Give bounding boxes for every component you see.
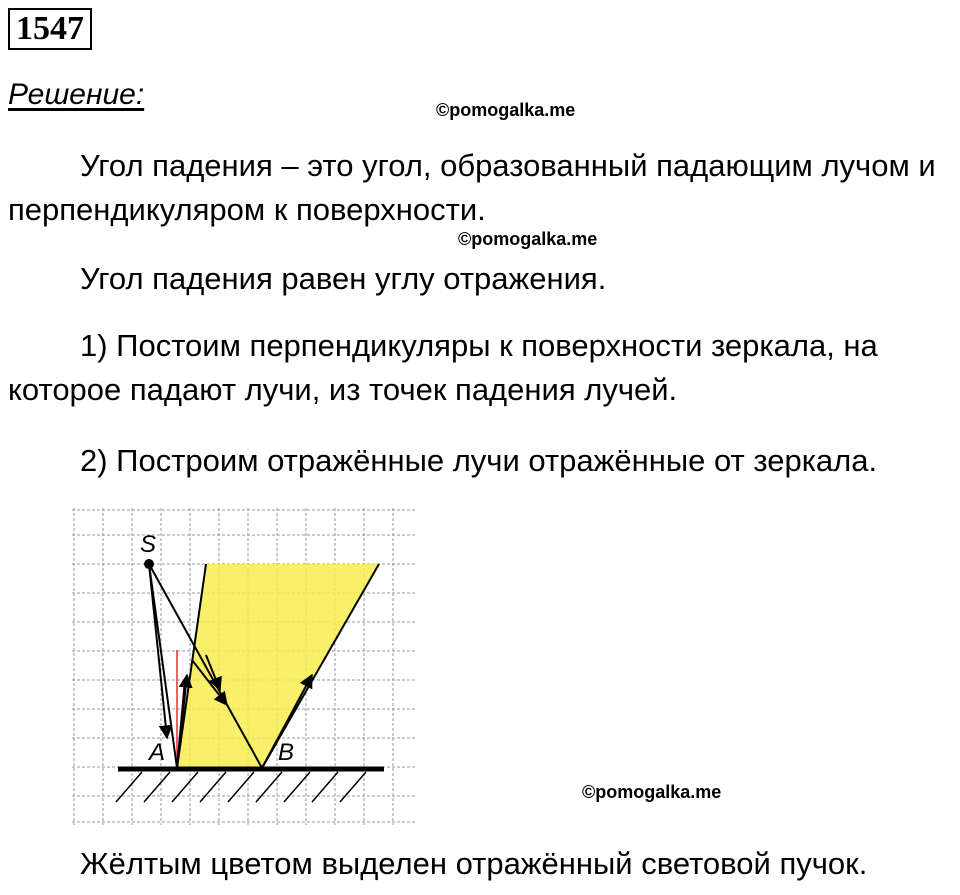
watermark: ©pomogalka.me xyxy=(582,782,722,802)
label-s: S xyxy=(140,531,157,558)
label-a: A xyxy=(149,739,166,766)
solution-heading: Решение: xyxy=(8,78,145,111)
mirror-hatching xyxy=(116,772,366,802)
label-b: B xyxy=(278,739,295,766)
paragraph-equal-angles: Угол падения равен углу отражения. xyxy=(80,261,607,296)
source-point xyxy=(144,559,154,569)
caption: Жёлтым цветом выделен отражённый световой пучок. xyxy=(80,846,868,881)
reflection-diagram xyxy=(72,500,432,830)
paragraph-definition: Угол падения – это угол, образованный падающим лучом и перпендикуляром к поверхности. xyxy=(8,148,936,227)
problem-number: 1547 xyxy=(8,8,92,50)
paragraph-step-2: 2) Построим отражённые лучи отражённые от зеркала. xyxy=(80,443,878,478)
paragraph-step-1: 1) Постоим перпендикуляры к поверхности зеркала, на которое падают лучи, из точек падения лучей. xyxy=(8,328,878,407)
watermark: ©pomogalka.me xyxy=(458,229,598,249)
watermark: ©pomogalka.me xyxy=(436,100,576,120)
